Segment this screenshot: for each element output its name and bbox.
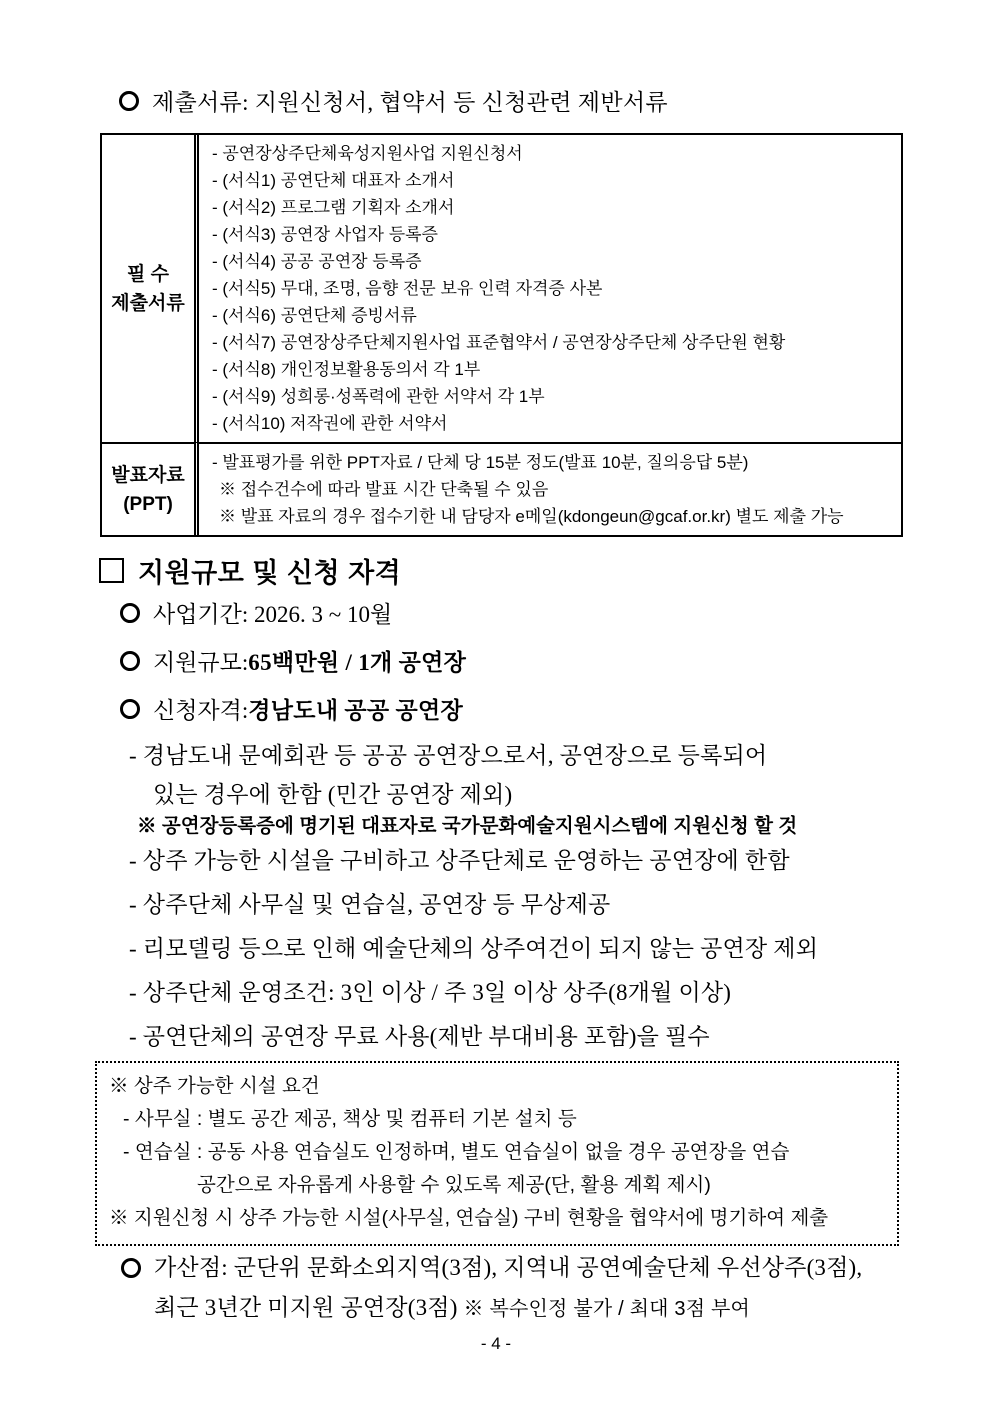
eligibility-item (120, 693, 466, 724)
eligibility-detail-item: - 공연단체의 공연장 무료 사용(제반 부대비용 포함)을 필수 (129, 1024, 710, 1049)
required-doc-item: - (서식6) 공연단체 증빙서류 (212, 306, 417, 325)
square-bullet-icon (99, 558, 124, 583)
facility-req-practice: - 연습실 : 공동 사용 연습실도 인정하며, 별도 연습실이 없을 경우 공연장을 연습 (123, 1141, 790, 1163)
required-docs-cell (199, 135, 901, 442)
eligibility-detail-item: - 상주단체 사무실 및 연습실, 공연장 등 무상제공 (129, 892, 611, 917)
support-scale-label: 지원규모: (153, 650, 249, 675)
facility-requirements-box (95, 1061, 899, 1246)
required-docs-header-line1: 필 수 (127, 263, 169, 285)
circle-bullet-icon (121, 1258, 141, 1278)
bonus-points-line2 (154, 1288, 862, 1329)
eligibility-detail-list (129, 845, 929, 1065)
required-doc-item: - 공연장상주단체육성지원사업 지원신청서 (212, 144, 523, 163)
required-doc-item: - (서식7) 공연장상주단체지원사업 표준협약서 / 공연장상주단체 상주단원 현황 (212, 333, 786, 352)
eligibility-label: 신청자격: (153, 698, 249, 723)
bonus-points-item (121, 1248, 931, 1329)
required-doc-item: - (서식2) 프로그램 기획자 소개서 (212, 198, 455, 217)
required-doc-item: - (서식4) 공공 공연장 등록증 (212, 252, 422, 271)
bonus-points-text (154, 1248, 862, 1329)
section-heading-text: 지원규모 및 신청 자격 (138, 558, 402, 588)
bonus-points-line2-note: ※ 복수인정 불가 / 최대 3점 부여 (463, 1298, 751, 1320)
circle-bullet-icon (120, 651, 140, 671)
project-period-item (120, 597, 466, 628)
page-number: - 4 - (480, 1334, 512, 1353)
required-doc-item: - (서식5) 무대, 조명, 음향 전문 보유 인력 자격증 사본 (212, 279, 603, 298)
eligibility-detail-item: - 상주 가능한 시설을 구비하고 상주단체로 운영하는 공연장에 한함 (129, 848, 790, 873)
required-docs-row-header (102, 135, 199, 442)
project-period-text: 사업기간: 2026. 3 ~ 10월 (153, 602, 393, 627)
facility-req-submission: ※ 지원신청 시 상주 가능한 시설(사무실, 연습실) 구비 현황을 협약서에 명기하여 제출 (109, 1207, 829, 1229)
presentation-cell (199, 442, 901, 535)
required-doc-item: - (서식3) 공연장 사업자 등록증 (212, 225, 438, 244)
required-doc-item: - (서식10) 저작권에 관한 서약서 (212, 414, 448, 433)
required-doc-item: - (서식1) 공연단체 대표자 소개서 (212, 171, 455, 190)
eligibility-detail-venue (129, 736, 911, 814)
circle-bullet-icon (119, 91, 139, 111)
presentation-item: - 발표평가를 위한 PPT자료 / 단체 당 15분 정도(발표 10분, 질의응답 5분) (212, 453, 749, 472)
presentation-item: ※ 발표 자료의 경우 접수기한 내 담당자 e메일(kdongeun@gcaf.or.kr) 별도 제출 가능 (219, 507, 844, 526)
facility-req-practice-cont: 공간으로 자유롭게 사용할 수 있도록 제공(단, 활용 계획 제시) (197, 1174, 711, 1196)
facility-req-title: ※ 상주 가능한 시설 요건 (109, 1075, 320, 1097)
support-scale-item (120, 645, 466, 676)
submission-docs-heading (119, 84, 668, 117)
presentation-item: ※ 접수건수에 따라 발표 시간 단축될 수 있음 (219, 480, 549, 499)
bonus-points-line1: 가산점: 군단위 문화소외지역(3점), 지역내 공연예술단체 우선상주(3점), (154, 1255, 863, 1280)
eligibility-detail-item: - 리모델링 등으로 인해 예술단체의 상주여건이 되지 않는 공연장 제외 (129, 936, 819, 961)
eligibility-detail-line2: 있는 경우에 한함 (민간 공연장 제외) (153, 782, 513, 807)
presentation-header-line2: (PPT) (123, 493, 173, 515)
presentation-row-header (102, 442, 199, 535)
presentation-header-line1: 발표자료 (111, 464, 185, 486)
eligibility-detail-line1: - 경남도내 문예회관 등 공공 공연장으로서, 공연장으로 등록되어 (129, 743, 768, 768)
required-docs-header-line2: 제출서류 (111, 292, 185, 314)
required-docs-table (100, 133, 903, 537)
support-scale-bold: 65백만원 / 1개 공연장 (248, 650, 467, 675)
required-doc-item: - (서식9) 성희롱·성폭력에 관한 서약서 각 1부 (212, 387, 545, 406)
circle-bullet-icon (120, 699, 140, 719)
facility-req-office: - 사무실 : 별도 공간 제공, 책상 및 컴퓨터 기본 설치 등 (123, 1108, 577, 1130)
eligibility-bold: 경남도내 공공 공연장 (248, 698, 464, 723)
circle-bullet-icon (120, 603, 140, 623)
section-heading-support-scale (99, 551, 401, 590)
bonus-points-line2-serif: 최근 3년간 미지원 공연장(3점) (154, 1295, 464, 1320)
note-registration: ※ 공연장등록증에 명기된 대표자로 국가문화예술지원시스템에 지원신청 할 것 (137, 815, 798, 837)
key-facts-list (120, 597, 466, 741)
submission-docs-heading-text: 제출서류: 지원신청서, 협약서 등 신청관련 제반서류 (152, 90, 668, 115)
eligibility-detail-item: - 상주단체 운영조건: 3인 이상 / 주 3일 이상 상주(8개월 이상) (129, 980, 732, 1005)
required-doc-item: - (서식8) 개인정보활용동의서 각 1부 (212, 360, 481, 379)
